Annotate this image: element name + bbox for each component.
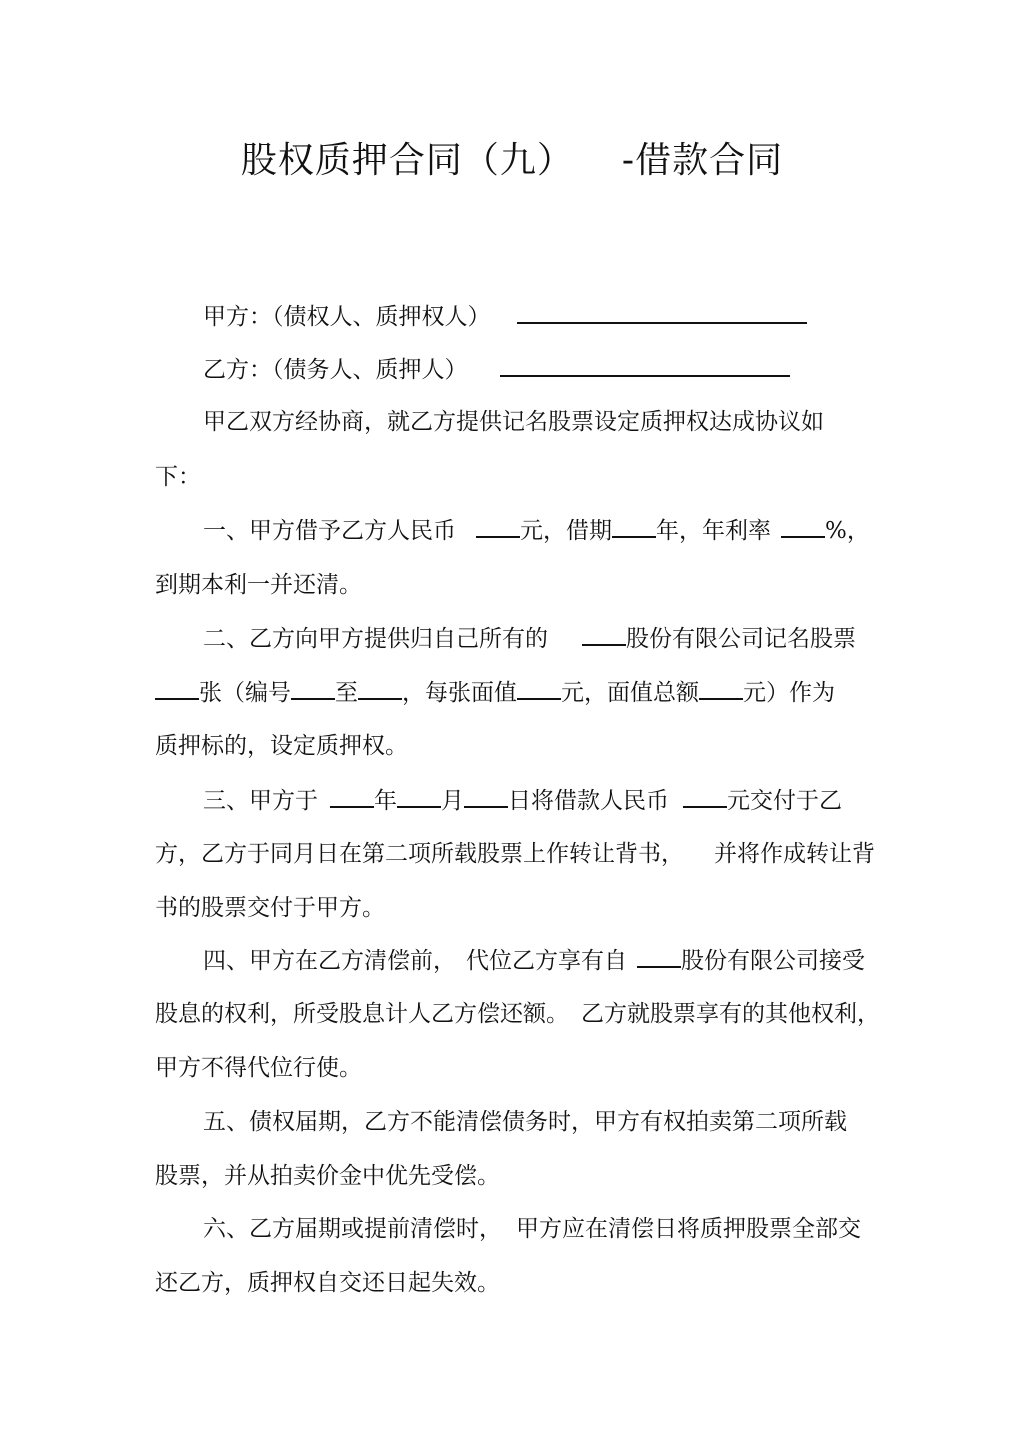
clause-3-text-a: 三、甲方于 — [203, 788, 318, 814]
clause-1-line-2: 到期本利一并还清。 — [155, 572, 362, 598]
party-a-blank — [517, 300, 807, 324]
clause-3-month-blank — [397, 784, 441, 808]
clause-3-text-c: 月 — [441, 788, 464, 814]
clause-4-company-blank — [637, 944, 681, 968]
clause-2-par-value-blank — [517, 676, 561, 700]
clause-4-text-c: 股份有限公司接受 — [681, 948, 865, 974]
clause-1-rate-blank — [781, 514, 825, 538]
clause-5-line-1: 五、债权届期，乙方不能清偿债务时，甲方有权拍卖第二项所载 — [203, 1109, 847, 1135]
clause-2-text-c: 张（编号 — [199, 680, 291, 706]
clause-3-text-f: 方，乙方于同月日在第二项所载股票上作转让背书， — [155, 841, 684, 867]
clause-1-text-d: %， — [825, 518, 870, 544]
clause-1-text-c: 年，年利率 — [656, 518, 771, 544]
clause-6-line-2: 还乙方，质押权自交还日起失效。 — [155, 1270, 500, 1296]
intro-line-1: 甲乙双方经协商，就乙方提供记名股票设定质押权达成协议如 — [203, 409, 824, 435]
clause-3-text-g: 并将作成转让背 — [714, 841, 875, 867]
clause-2-number-to-blank — [358, 676, 402, 700]
clause-4-line-1 — [203, 944, 923, 977]
clause-2-text-b: 股份有限公司记名股票 — [626, 626, 856, 652]
party-a-label: 甲方：（债权人、质押权人） — [203, 304, 491, 330]
clause-3-amount-blank — [683, 784, 727, 808]
clause-1-text-b: 元，借期 — [520, 518, 612, 544]
clause-3-line-3: 书的股票交付于甲方。 — [155, 895, 385, 921]
clause-3-year-blank — [330, 784, 374, 808]
clause-6-line-1 — [203, 1213, 923, 1245]
party-b-blank — [500, 353, 790, 377]
clause-2-text-e: ，每张面值 — [402, 680, 517, 706]
clause-3-text-d: 日将借款人民币 — [508, 788, 669, 814]
title-sub: -借款合同 — [621, 140, 784, 181]
clause-6-text-b: 甲方应在清偿日将质押股票全部交 — [516, 1216, 861, 1242]
clause-3-text-e: 元交付于乙 — [727, 788, 842, 814]
clause-1-term-blank — [612, 514, 656, 538]
clause-1-amount-blank — [476, 514, 520, 538]
clause-6-text-a: 六、乙方届期或提前清偿时， — [203, 1216, 502, 1242]
clause-3-day-blank — [464, 784, 508, 808]
clause-2-text-f: 元，面值总额 — [561, 680, 699, 706]
clause-3-line-2 — [155, 838, 875, 870]
clause-5-line-2: 股票，并从拍卖价金中优先受偿。 — [155, 1163, 500, 1189]
clause-2-total-blank — [699, 676, 743, 700]
clause-2-text-a: 二、乙方向甲方提供归自己所有的 — [203, 626, 548, 652]
clause-2-line-3: 质押标的，设定质押权。 — [155, 733, 408, 759]
party-a-line — [203, 300, 923, 333]
intro-line-2: 下： — [155, 464, 201, 490]
clause-4-line-3: 甲方不得代位行使。 — [155, 1055, 362, 1081]
party-b-line — [203, 353, 923, 386]
clause-2-line-2 — [155, 676, 875, 709]
clause-1-text-a: 一、甲方借予乙方人民币 — [203, 518, 456, 544]
document-title — [0, 132, 1024, 183]
clause-2-company-blank — [582, 622, 626, 646]
clause-4-text-e: 乙方就股票享有的其他权利， — [581, 1001, 880, 1027]
clause-3-line-1 — [203, 784, 923, 817]
clause-2-line-1 — [203, 622, 923, 655]
clause-1-line-1 — [203, 514, 923, 547]
clause-4-line-2 — [155, 998, 880, 1030]
clause-2-number-from-blank — [291, 676, 335, 700]
clause-4-text-d: 股息的权利，所受股息计人乙方偿还额。 — [155, 1001, 569, 1027]
clause-3-text-b: 年 — [374, 788, 397, 814]
clause-4-text-b: 代位乙方享有自 — [466, 948, 627, 974]
clause-2-text-g: 元）作为 — [743, 680, 835, 706]
title-main: 股权质押合同（九） — [240, 140, 574, 181]
clause-4-text-a: 四、甲方在乙方清偿前， — [203, 948, 456, 974]
clause-2-count-blank — [155, 676, 199, 700]
clause-2-text-d: 至 — [335, 680, 358, 706]
party-b-label: 乙方：（债务人、质押人） — [203, 357, 468, 383]
